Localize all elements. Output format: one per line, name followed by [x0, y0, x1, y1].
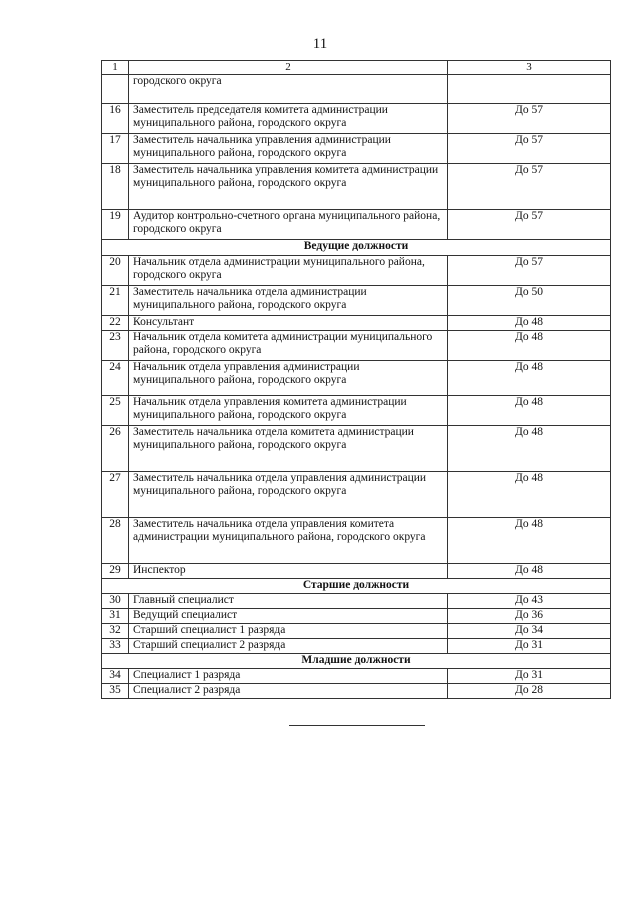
row-title: Ведущий специалист — [129, 609, 448, 624]
table-row — [102, 396, 611, 426]
table-row — [102, 331, 611, 361]
table-row — [102, 609, 611, 624]
table-row — [102, 426, 611, 472]
row-value: До 48 — [448, 426, 611, 472]
table-row — [102, 669, 611, 684]
row-number: 24 — [102, 361, 129, 396]
row-title: Специалист 2 разряда — [129, 684, 448, 699]
header-cell-3: 3 — [448, 61, 611, 75]
row-number: 31 — [102, 609, 129, 624]
table-row — [102, 472, 611, 518]
row-number: 20 — [102, 256, 129, 286]
row-title: Аудитор контрольно-счетного органа муниципального района, городского округа — [129, 210, 448, 240]
row-number: 30 — [102, 594, 129, 609]
row-title: Заместитель председателя комитета администрации муниципального района, городского округа — [129, 104, 448, 134]
row-title: Начальник отдела управления администрации муниципального района, городского округа — [129, 361, 448, 396]
row-number: 27 — [102, 472, 129, 518]
row-value: До 28 — [448, 684, 611, 699]
row-title: Заместитель начальника отдела управления администрации муниципального района, городского округа — [129, 472, 448, 518]
row-number: 18 — [102, 164, 129, 210]
table-row — [102, 639, 611, 654]
row-number: 28 — [102, 518, 129, 564]
header-cell-2: 2 — [129, 61, 448, 75]
table-row — [102, 210, 611, 240]
table-row — [102, 134, 611, 164]
row-value: До 50 — [448, 286, 611, 316]
section-header-row — [102, 654, 611, 669]
row-value: До 48 — [448, 396, 611, 426]
row-number: 29 — [102, 564, 129, 579]
row-title: Старший специалист 2 разряда — [129, 639, 448, 654]
row-value: До 48 — [448, 564, 611, 579]
row-title: Начальник отдела администрации муниципального района, городского округа — [129, 256, 448, 286]
row-title: Специалист 1 разряда — [129, 669, 448, 684]
section-header-row — [102, 240, 611, 256]
row-number — [102, 75, 129, 104]
row-title: Старший специалист 1 разряда — [129, 624, 448, 639]
row-title: городского округа — [129, 75, 448, 104]
row-value: До 57 — [448, 164, 611, 210]
row-value: До 48 — [448, 316, 611, 331]
section-title: Ведущие должности — [102, 240, 611, 256]
row-value: До 48 — [448, 361, 611, 396]
table-row — [102, 564, 611, 579]
row-value: До 36 — [448, 609, 611, 624]
row-title: Заместитель начальника управления комитета администрации муниципального района, городского округа — [129, 164, 448, 210]
table-row — [102, 684, 611, 699]
row-value: До 48 — [448, 518, 611, 564]
row-value: До 31 — [448, 639, 611, 654]
continuation-row — [102, 75, 611, 104]
table-row — [102, 104, 611, 134]
row-number: 25 — [102, 396, 129, 426]
row-value: До 43 — [448, 594, 611, 609]
table-row — [102, 256, 611, 286]
positions-table — [101, 60, 611, 699]
row-value: До 57 — [448, 256, 611, 286]
section-header-row — [102, 579, 611, 594]
row-value: До 48 — [448, 472, 611, 518]
row-value: До 57 — [448, 104, 611, 134]
section-title: Младшие должности — [102, 654, 611, 669]
table-row — [102, 594, 611, 609]
row-number: 19 — [102, 210, 129, 240]
row-title: Заместитель начальника отдела администрации муниципального района, городского округа — [129, 286, 448, 316]
row-number: 23 — [102, 331, 129, 361]
end-rule — [289, 725, 425, 726]
table-row — [102, 361, 611, 396]
row-number: 32 — [102, 624, 129, 639]
row-number: 34 — [102, 669, 129, 684]
row-title: Начальник отдела комитета администрации муниципального района, городского округа — [129, 331, 448, 361]
row-title: Заместитель начальника управления администрации муниципального района, городского округа — [129, 134, 448, 164]
row-value: До 57 — [448, 210, 611, 240]
table-row — [102, 164, 611, 210]
row-title: Заместитель начальника отдела управления комитета администрации муниципального района, городского округа — [129, 518, 448, 564]
row-number: 35 — [102, 684, 129, 699]
row-title: Консультант — [129, 316, 448, 331]
row-number: 17 — [102, 134, 129, 164]
table-row — [102, 518, 611, 564]
table-row — [102, 286, 611, 316]
page-number: 11 — [312, 36, 328, 52]
row-number: 21 — [102, 286, 129, 316]
row-title: Главный специалист — [129, 594, 448, 609]
row-number: 26 — [102, 426, 129, 472]
header-cell-1: 1 — [102, 61, 129, 75]
row-number: 22 — [102, 316, 129, 331]
row-value — [448, 75, 611, 104]
row-value: До 34 — [448, 624, 611, 639]
row-value: До 31 — [448, 669, 611, 684]
table-header-row — [102, 61, 611, 75]
row-value: До 57 — [448, 134, 611, 164]
row-value: До 48 — [448, 331, 611, 361]
section-title: Старшие должности — [102, 579, 611, 594]
table-row — [102, 624, 611, 639]
row-title: Начальник отдела управления комитета администрации муниципального района, городского округа — [129, 396, 448, 426]
table-row — [102, 316, 611, 331]
row-number: 33 — [102, 639, 129, 654]
row-title: Заместитель начальника отдела комитета администрации муниципального района, городского округа — [129, 426, 448, 472]
row-number: 16 — [102, 104, 129, 134]
row-title: Инспектор — [129, 564, 448, 579]
